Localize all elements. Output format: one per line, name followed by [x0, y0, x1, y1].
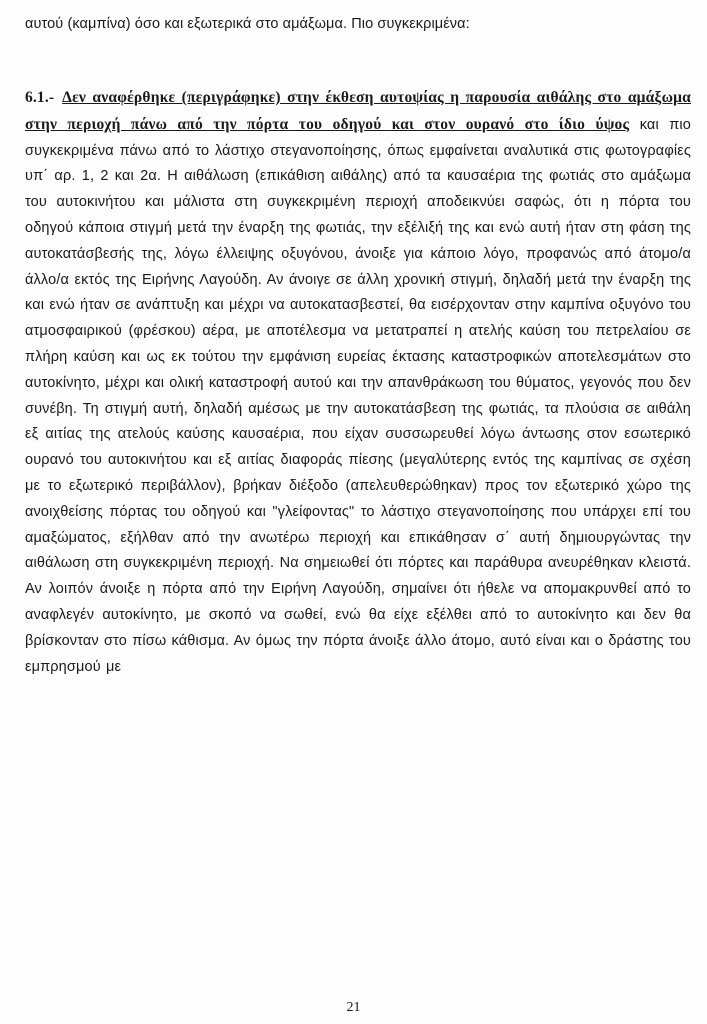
section-paragraph	[25, 85, 691, 680]
section-number: 6.1.-	[25, 89, 55, 106]
section-body: και πιο συγκεκριμένα πάνω από το λάστιχο στεγανοποίησης, όπως εμφαίνεται αναλυτικά στις φωτογραφίες υπ΄ αρ. 1, 2 και 2α. Η αιθάλωση (επικάθιση αιθάλης) από τα καυσαέρια της φωτιάς στο αμάξωμα του αυτοκινήτου και μάλιστα στη συγκεκριμένη περιοχή αποδεικνύει σαφώς, ότι η πόρτα του οδηγού κάποια στιγμή μετά την έναρξη της φωτιάς, την εξέλιξή της και ενώ αυτή ήταν στη φάση της αυτοκατάσβεσής της, λόγω έλλειψης οξυγόνου, άνοιξε για κάποιο λόγο, προφανώς από άτομο/α άλλο/α εκτός της Ειρήνης Λαγούδη. Αν άνοιγε σε άλλη χρονική στιγμή, δηλαδή μετά την έναρξη της και ενώ ήταν σε ανάπτυξη και μέχρι να αυτοκατασβεστεί, θα εισέρχονταν στην καμπίνα οξυγόνο του ατμοσφαιρικού (φρέσκου) αέρα, με αποτέλεσμα να μετατραπεί η ατελής καύση του πετρελαίου σε πλήρη καύση και ως εκ τούτου την εμφάνιση ευρείας έκτασης καταστροφικών αποτελεσμάτων στο αυτοκίνητο, μέχρι και ολική καταστροφή αυτού και την απανθράκωση του θύματος, γεγονός που δεν συνέβη. Τη στιγμή αυτή, δηλαδή αμέσως με την αυτοκατάσβεση της φωτιάς, τα πλούσια σε αιθάλη εξ αιτίας της ατελούς καύσης καυσαέρια, που είχαν συσσωρευθεί λόγω άντωσης στον εσωτερικό ουρανό του αυτοκινήτου και εξ αιτίας διαφοράς πίεσης (μεγαλύτερης εντός της καμπίνας σε σχέση με το εξωτερικό περιβάλλον), βρήκαν διέξοδο (απελευθερώθηκαν) προς τον εξωτερικό χώρο της ανοιχθείσης πόρτας του οδηγού και "γλείφοντας" το λάστιχο στεγανοποίησης που υπάρχει επί του αμαξώματος, εξήλθαν από την ανωτέρω περιοχή και επικάθησαν σ΄ αυτή δημιουργώντας την αιθάλωση στη συγκεκριμένη περιοχή. Να σημειωθεί ότι πόρτες και παράθυρα ανευρέθηκαν κλειστά. Αν λοιπόν άνοιξε η πόρτα από την Ειρήνη Λαγούδη, σημαίνει ότι ήθελε να απομακρυνθεί από το αναφλεγέν αυτοκίνητο, με σκοπό να σωθεί, ενώ θα είχε εξέλθει από το αυτοκίνητο και δεν θα βρίσκονταν στο πίσω κάθισμα. Αν όμως την πόρτα άνοιξε άλλο άτομο, αυτό είναι και ο δράστης του εμπρησμού με	[25, 116, 691, 675]
section-heading: Δεν αναφέρθηκε (περιγράφηκε) στην έκθεση αυτοψίας η παρουσία αιθάλης στο αμάξωμα στην περιοχή πάνω από την πόρτα του οδηγού και στον ουρανό στο ίδιο ύψος	[25, 89, 691, 133]
intro-line: αυτού (καμπίνα) όσο και εξωτερικά στο αμάξωμα. Πιο συγκεκριμένα:	[25, 16, 470, 32]
page-number: 21	[346, 1000, 361, 1015]
